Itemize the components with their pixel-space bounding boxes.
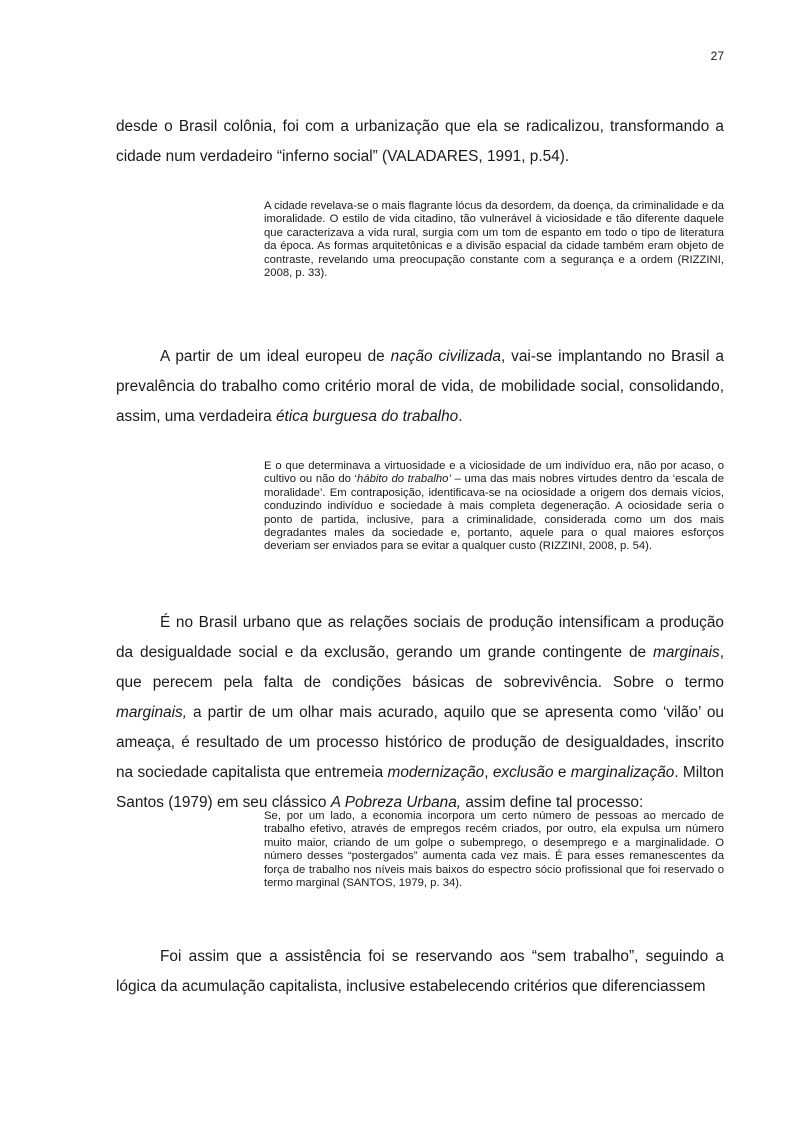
quote-text: A cidade revelava-se o mais flagrante lócus da desordem, da doença, da criminalidade e da imoralidade. O estilo de vida citadino, tão vulnerável à viciosidade e tão diferente daquele que caracterizava a vida rural, surgia com um tom de espanto em todo o tipo de literatura da época. As formas arquitetônicas e a divisão espacial da cidade também eram objeto de contraste, revelando uma preocupação constante com a segurança e a ordem (RIZZINI, 2008, p. 33). — [264, 200, 724, 280]
emphasis-term: hábito do trabalho’ — [357, 473, 451, 486]
quote-text: – uma das mais nobres virtudes dentro da ‘escala de moralidade’. Em contraposição, identificava-se na ociosidade a origem dos demais vícios, conduzindo indivíduo e sociedade à mais completa degeneração. A ociosidade seria o ponto de partida, inclusive, para a criminalidade, considerada como um dos mais degradantes males da sociedade e, portanto, aquele para o qual maiores esforços deveriam ser enviados para se evitar a qualquer custo (RIZZINI, 2008, p. 54). — [264, 473, 724, 553]
paragraph-text: desde o Brasil colônia, foi com a urbanização que ela se radicalizou, transformando a cidade num verdadeiro “inferno social” (VALADARES, 1991, p.54). — [116, 118, 724, 165]
emphasis-term: modernização — [387, 764, 485, 781]
quote-text: E o que determinava a virtuosidade e a viciosidade de um indivíduo era, não por acaso, o cultivo ou não do ‘ — [264, 460, 724, 486]
paragraph-text: assim define tal processo: — [461, 794, 644, 811]
emphasis-term: ética burguesa do trabalho — [275, 408, 459, 425]
paragraph-text: . Milton Santos (1979) em seu clássico — [116, 764, 724, 811]
emphasis-term: nação civilizada — [390, 348, 501, 365]
emphasis-term: exclusão — [492, 764, 554, 781]
page-number: 27 — [710, 49, 724, 63]
body-paragraph-1 — [116, 112, 724, 172]
paragraph-text: , vai-se implantando no Brasil a prevalência do trabalho como critério moral de vida, de mobilidade social, consolidando, assim, uma verdadeira — [116, 348, 724, 425]
paragraph-text: , — [484, 764, 493, 781]
block-quote-2 — [264, 460, 724, 554]
paragraph-text: Foi assim que a assistência foi se reservando aos “sem trabalho”, seguindo a lógica da acumulação capitalista, inclusive estabelecendo critérios que diferenciassem — [116, 948, 724, 995]
paragraph-text: e — [553, 764, 571, 781]
paragraph-text: a partir de um olhar mais acurado, aquilo que se apresenta como ‘vilão’ ou ameaça, é resultado de um processo histórico de produção de desigualdades, inscrito na sociedade capitalista que entremeia — [116, 704, 724, 781]
emphasis-term: marginais, — [116, 704, 187, 721]
quote-text: Se, por um lado, a economia incorpora um certo número de pessoas ao mercado de trabalho efetivo, através de empregos recém criados, por outro, ela expulsa um número muito maior, criando de um golpe o subemprego, o desemprego e a marginalidade. O número desses “postergados” aumenta cada vez mais. É para esses remanescentes da força de trabalho nos níveis mais baixos do espectro sócio profissional que foi reservado o termo marginal (SANTOS, 1979, p. 34). — [264, 810, 724, 890]
paragraph-text: . — [458, 408, 463, 425]
paragraph-text: , que perecem pela falta de condições básicas de sobrevivência. Sobre o termo — [116, 644, 724, 691]
body-paragraph-2 — [116, 342, 724, 432]
emphasis-term: marginais — [653, 644, 720, 661]
book-title: A Pobreza Urbana, — [330, 794, 462, 811]
block-quote-3 — [264, 810, 724, 890]
block-quote-1 — [264, 200, 724, 280]
body-paragraph-3 — [116, 608, 724, 818]
paragraph-text: A partir de um ideal europeu de — [160, 348, 391, 365]
paragraph-text: É no Brasil urbano que as relações sociais de produção intensificam a produção da desigualdade social e da exclusão, gerando um grande contingente de — [116, 614, 724, 661]
emphasis-term: marginalização — [570, 764, 675, 781]
body-paragraph-4 — [116, 942, 724, 1002]
